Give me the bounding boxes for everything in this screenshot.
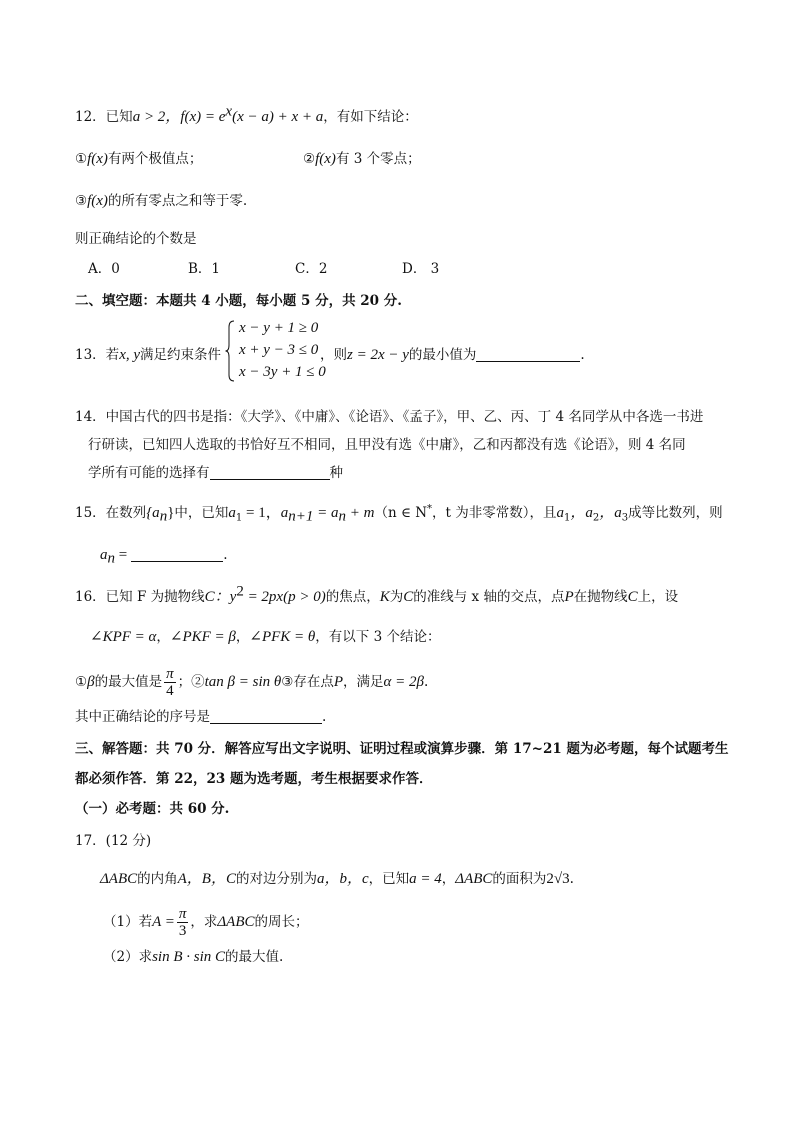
- q15-answer-blank[interactable]: [131, 547, 223, 562]
- q13-stem-left: 13．若x, y满足约束条件: [75, 347, 222, 363]
- q12-option-b: B．1: [188, 261, 221, 277]
- q12-conclusion-1: ①f(x)有两个极值点；: [75, 151, 203, 167]
- q14-line-1: 14．中国古代的四书是指：《大学》、《中庸》、《论语》、《孟子》，甲、乙、丙、丁 4 名同学从中各选一书进: [75, 409, 704, 425]
- q12-option-a: A．0: [88, 261, 120, 277]
- q12-option-c: C．2: [295, 261, 328, 277]
- q12-question: 则正确结论的个数是: [75, 231, 197, 247]
- q13-constraint-1: x − y + 1 ≥ 0: [239, 320, 319, 336]
- q16-question: 其中正确结论的序号是 .: [75, 709, 327, 725]
- pi-over-4-fraction: $\frac{\pi}{4}$: [166, 665, 174, 699]
- q14-line-2: 行研读，已知四人选取的书恰好互不相同，且甲没有选《中庸》，乙和丙都没有选《论语》，则 4 名同: [88, 437, 686, 453]
- section3-subheading: （一）必考题：共 60 分.: [75, 801, 230, 817]
- left-brace-icon: [225, 320, 235, 382]
- q13-constraint-2: x + y − 3 ≤ 0: [239, 342, 319, 358]
- q12-option-d: D． 3: [402, 261, 440, 277]
- q13-answer-blank[interactable]: [476, 347, 580, 362]
- q17-heading: 17．(12 分): [75, 833, 152, 849]
- q16-conclusions: ①β的最大值是 $\frac{\pi}{4}$ ；②tan β = sin θ③存在点P，满足α = 2β.: [75, 665, 429, 699]
- pi-over-3-fraction: $\frac{\pi}{3}$: [178, 905, 187, 939]
- q15-answer-line: $a_n$ = .: [100, 547, 228, 567]
- q16-line-1: 16．已知 F 为抛物线C：$y^2 = 2px(p > 0)$的焦点，K为C的准线与 x 轴的交点，点P在抛物线C上，设: [75, 583, 679, 605]
- q15-stem: 15．在数列$\{a_n\}$中，已知$a_1 = 1$，$a_{n+1} = a_n + m(n$ ∈ N*，t 为非零常数），且$a_1$，$a_2$，$a_3$成等比数列，则: [75, 503, 723, 525]
- section3-heading-line-1: 三、解答题：共 70 分．解答应写出文字说明、证明过程或演算步骤．第 17~21 题为必考题，每个试题考生: [75, 741, 729, 757]
- q17-part-2: （2）求sin B · sin C的最大值.: [103, 949, 284, 965]
- q17-statement: ΔABC的内角A，B，C的对边分别为a，b，c，已知a = 4，ΔABC的面积为2√3.: [100, 871, 574, 887]
- q13-stem-right: ，则z = 2x − y的最小值为 .: [320, 347, 585, 363]
- q12-stem: 12．已知a > 2，$f(x) = e^x(x - a) + x + a$，有如下结论：: [75, 103, 418, 125]
- q16-answer-blank[interactable]: [210, 709, 322, 724]
- section2-heading: 二、填空题：本题共 4 小题，每小题 5 分，共 20 分.: [75, 293, 402, 309]
- q13-constraint-3: x − 3y + 1 ≤ 0: [239, 364, 326, 380]
- q12-conclusion-2: ②f(x)有 3 个零点；: [303, 151, 421, 167]
- q14-line-3: 学所有可能的选择有 种: [88, 465, 343, 481]
- q13-constraint-system: [225, 320, 335, 386]
- q17-part-1: （1）若A = $\frac{\pi}{3}$ ，求ΔABC的周长；: [103, 905, 309, 939]
- q14-answer-blank[interactable]: [210, 465, 330, 480]
- q16-line-2: ∠KPF = α，∠PKF = β，∠PFK = θ，有以下 3 个结论：: [90, 629, 441, 645]
- q12-conclusion-3: ③f(x)的所有零点之和等于零.: [75, 193, 248, 209]
- section3-heading-line-2: 都必须作答．第 22，23 题为选考题，考生根据要求作答．: [75, 771, 433, 787]
